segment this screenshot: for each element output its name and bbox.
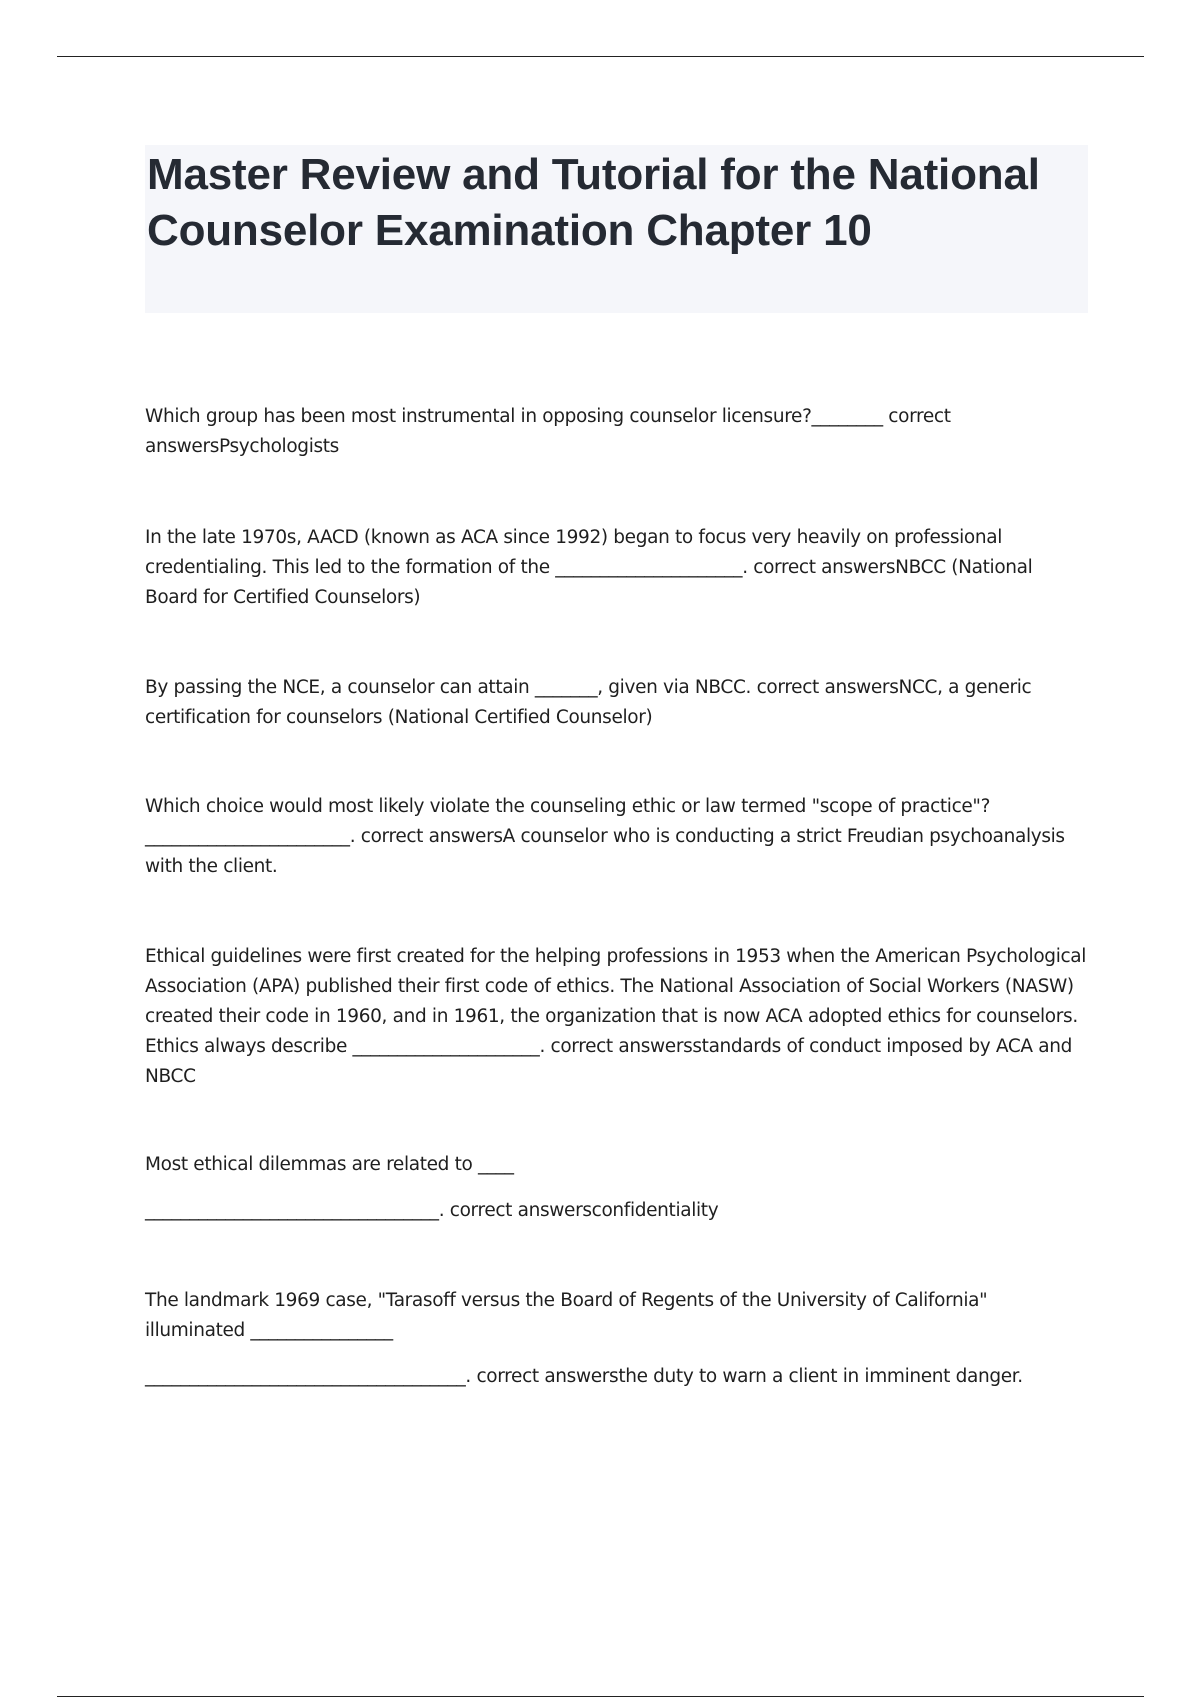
top-rule [57,56,1144,57]
qa-text: The landmark 1969 case, "Tarasoff versus the Board of Regents of the University of California" illuminated ________________ [145,1290,988,1341]
qa-item-1 [145,402,1090,462]
qa-text: Which choice would most likely violate the counseling ethic or law termed "scope of practice"? _______________________. correct answersA counselor who is conducting a strict Freudian psychoanalysis with the client. [145,796,1065,877]
bottom-rule [57,1696,1144,1697]
page-title: Master Review and Tutorial for the National Counselor Examination Chapter 10 [147,150,1040,255]
line-gap [145,1346,1090,1362]
qa-text: Ethical guidelines were first created for the helping professions in 1953 when the American Psychological Association (APA) published their first code of ethics. The National Association of Social Workers (NASW) created their code in 1960, and in 1961, the organization that is now ACA adopted ethics for counselors. Ethics always describe _____________________. correct answersstandards of conduct imposed by ACA and NBCC [145,946,1087,1087]
qa-text: By passing the NCE, a counselor can attain _______, given via NBCC. correct answersNCC, a generic certification for counselors (National Certified Counselor) [145,677,1032,728]
qa-item-6 [145,1150,1090,1226]
qa-item-7 [145,1286,1090,1392]
qa-text: _________________________________. correct answersconfidentiality [145,1200,719,1221]
qa-item-5 [145,942,1090,1092]
qa-item-4 [145,792,1090,882]
qa-item-3 [145,673,1090,733]
line-gap [145,1180,1090,1196]
qa-text: In the late 1970s, AACD (known as ACA since 1992) began to focus very heavily on professional credentialing. This led to the formation of the _____________________. correct answersNBCC (National Board for Certified Counselors) [145,527,1033,608]
title-block [145,145,1088,313]
qa-text: ____________________________________. correct answersthe duty to warn a client in imminent danger. [145,1366,1023,1387]
qa-text: Most ethical dilemmas are related to ____ [145,1154,514,1175]
qa-text: Which group has been most instrumental in opposing counselor licensure?________ correct answersPsychologists [145,406,951,457]
qa-item-2 [145,523,1090,613]
